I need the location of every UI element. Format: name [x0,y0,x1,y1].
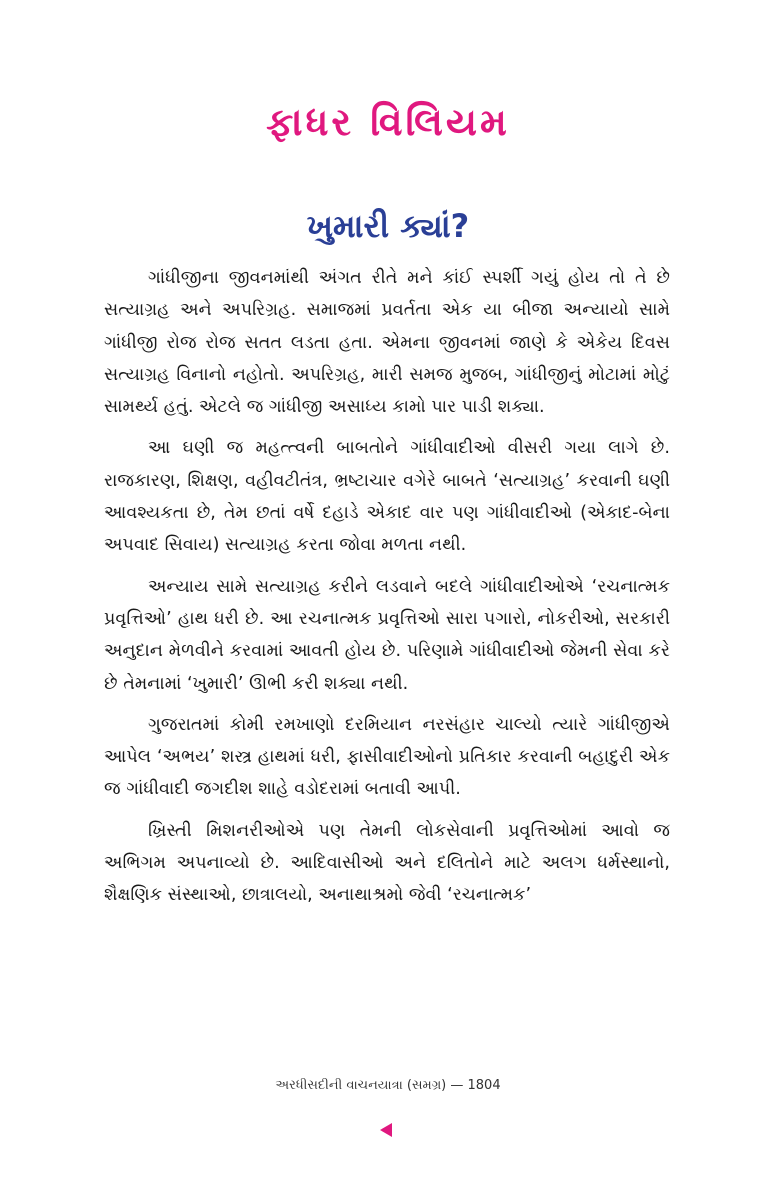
paragraph: આ ઘણી જ મહત્ત્વની બાબતોને ગાંધીવાદીઓ વીસરી ગયા લાગે છે. રાજકારણ, શિક્ષણ, વહીવટીતંત્ર, ભ્રષ્ટાચાર વગેરે બાબતે ‘સત્યાગ્રહ’ કરવાની ઘણી આવશ્યકતા છે, તેમ છતાં વર્ષે દહાડે એકાદ વાર પણ ગાંધીવાદીઓ (એકાદ-બેના અપવાદ સિવાય) સત્યાગ્રહ કરતા જોવા મળતા નથી. [104,438,670,556]
previous-page-button[interactable] [377,1120,397,1140]
paragraph: ગુજરાતમાં કોમી રમખાણો દરમિયાન નરસંહાર ચાલ્યો ત્યારે ગાંધીજીએ આપેલ ‘અભય’ શસ્ત્ર હાથમાં ધરી, ફાસીવાદીઓનો પ્રતિકાર કરવાની બહાદુરી એક જ ગાંધીવાદી જગદીશ શાહે વડોદરામાં બતાવી આપી. [104,714,670,800]
paragraph: અન્યાય સામે સત્યાગ્રહ કરીને લડવાને બદલે ગાંધીવાદીઓએ ‘રચનાત્મક પ્રવૃત્તિઓ’ હાથ ધરી છે. આ રચનાત્મક પ્રવૃત્તિઓ સારા પગારો, નોકરીઓ, સરકારી અનુદાન મેળવીને કરવામાં આવતી હોય છે. પરિણામે ગાંધીવાદીઓ જેમની સેવા કરે છે તેમનામાં ‘ખુમારી’ ઊભી કરી શક્યા નથી. [104,576,670,694]
page-footer: અરધીસદીની વાચનયાત્રા (સમગ્ર) — 1804 [275,1078,501,1093]
triangle-left-icon [377,1120,397,1140]
article-title: ખુમારી ક્યાં? [306,207,470,245]
paragraph: ખ્રિસ્તી મિશનરીઓએ પણ તેમની લોકસેવાની પ્રવૃત્તિઓમાં આવો જ અભિગમ અપનાવ્યો છે. આદિવાસીઓ અને દલિતોને માટે અલગ ધર્મસ્થાનો, શૈક્ષણિક સંસ્થાઓ, છાત્રાલયો, અનાથાશ્રમો જેવી ‘રચનાત્મક’ [104,820,670,906]
author-name: ફાધર વિલિયમ [266,100,510,144]
article-body [104,262,670,921]
paragraph: ગાંધીજીના જીવનમાંથી અંગત રીતે મને કાંઈ સ્પર્શી ગયું હોય તો તે છે સત્યાગ્રહ અને અપરિગ્રહ. સમાજમાં પ્રવર્તતા એક યા બીજા અન્યાયો સામે ગાંધીજી રોજ રોજ સતત લડતા હતા. એમના જીવનમાં જાણે કે એકેય દિવસ સત્યાગ્રહ વિનાનો નહોતો. અપરિગ્રહ, મારી સમજ મુજબ, ગાંધીજીનું મોટામાં મોટું સામર્થ્ય હતું. એટલે જ ગાંધીજી અસાધ્ય કામો પાર પાડી શક્યા. [104,268,670,418]
